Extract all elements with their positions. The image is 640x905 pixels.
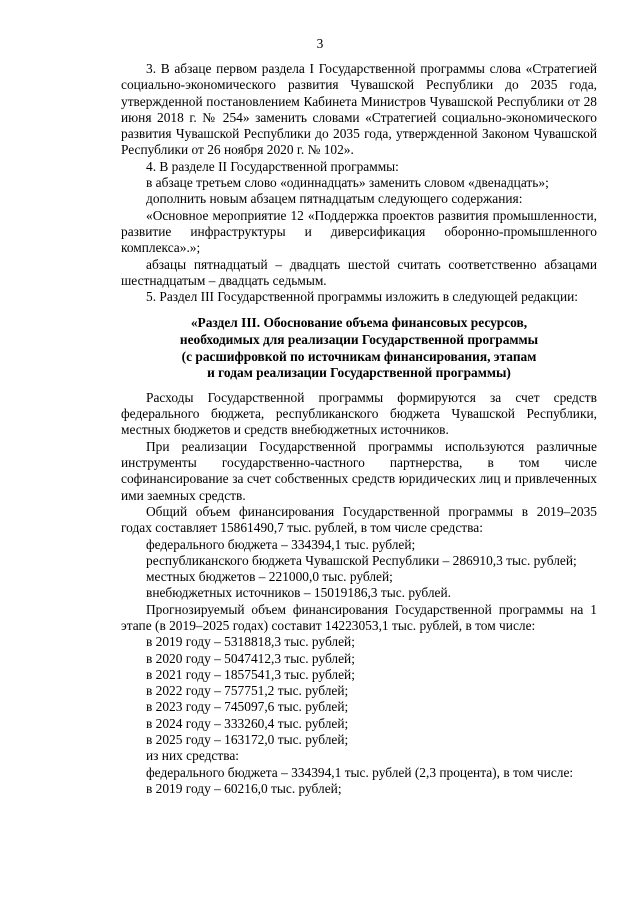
paragraph: федерального бюджета – 334394,1 тыс. рублей (2,3 процента), в том числе:: [146, 764, 574, 780]
paragraph: федерального бюджета – 334394,1 тыс. рублей;: [146, 536, 416, 552]
paragraph: 4. В разделе II Государственной программы:: [146, 158, 399, 174]
heading-line: и годам реализации Государственной программы): [207, 365, 511, 381]
heading-line: необходимых для реализации Государственной программы: [179, 332, 539, 348]
paragraph: 5. Раздел III Государственной программы изложить в следующей редакции:: [146, 289, 579, 305]
paragraph: 3. В абзаце первом раздела I Государственной программы слова «Стратегией социально-экономического развития Чувашской Республики до 2035 года, утвержденной постановлением Кабинета Министров Чувашской Республики от 28 июня 2018 г. № 254» заменить словами «Стратегией социально-экономического развития Чувашской Республики до 2035 года, утвержденной Законом Чувашской Республики от 26 ноября 2020 г. № 102».: [121, 61, 597, 158]
page-number: 3: [316, 36, 324, 51]
paragraph: местных бюджетов – 221000,0 тыс. рублей;: [146, 569, 393, 585]
paragraph: Общий объем финансирования Государственной программы в 2019–2035 годах составляет 15861490,7 тыс. рублей, в том числе средства:: [121, 503, 597, 536]
heading-line: (с расшифровкой по источникам финансирования, этапам: [181, 348, 537, 364]
paragraph: республиканского бюджета Чувашской Республики – 286910,3 тыс. рублей;: [146, 552, 577, 568]
list-item: в 2020 году – 5047412,3 тыс. рублей;: [146, 650, 355, 666]
section-heading: [121, 315, 597, 381]
list-item: в 2019 году – 60216,0 тыс. рублей;: [146, 780, 342, 796]
list-item: в 2025 году – 163172,0 тыс. рублей;: [146, 732, 349, 748]
list-item: в 2023 году – 745097,6 тыс. рублей;: [146, 699, 349, 715]
list-item: в 2021 году – 1857541,3 тыс. рублей;: [146, 666, 355, 682]
paragraph: дополнить новым абзацем пятнадцатым следующего содержания:: [146, 191, 523, 207]
paragraph: абзацы пятнадцатый – двадцать шестой считать соответственно абзацами шестнадцатым – двадцать седьмым.: [121, 256, 597, 288]
list-item: в 2024 году – 333260,4 тыс. рублей;: [146, 715, 349, 731]
paragraph: «Основное мероприятие 12 «Поддержка проектов развития промышленности, развитие инфраструктуры и диверсификация оборонно-промышленного комплекса».»;: [121, 207, 597, 256]
heading-line: «Раздел III. Обоснование объема финансовых ресурсов,: [190, 315, 528, 331]
list-item: в 2022 году – 757751,2 тыс. рублей;: [146, 683, 349, 699]
paragraph: в абзаце третьем слово «одиннадцать» заменить словом «двенадцать»;: [146, 175, 549, 191]
list-item: в 2019 году – 5318818,3 тыс. рублей;: [146, 634, 355, 650]
paragraph: Расходы Государственной программы формируются за счет средств федерального бюджета, республиканского бюджета Чувашской Республики, местных бюджетов и средств внебюджетных источников.: [121, 389, 597, 438]
document-body: [121, 61, 597, 797]
paragraph: Прогнозируемый объем финансирования Государственной программы на 1 этапе (в 2019–2025 годах) составит 14223053,1 тыс. рублей, в том числе:: [121, 601, 597, 633]
paragraph: внебюджетных источников – 15019186,3 тыс. рублей.: [146, 585, 451, 601]
paragraph: из них средства:: [146, 748, 240, 764]
paragraph: При реализации Государственной программы используются различные инструменты государственно-частного партнерства, в том числе софинансирование за счет собственных средств юридических лиц и привлеченных ими заемных средств.: [121, 438, 597, 503]
